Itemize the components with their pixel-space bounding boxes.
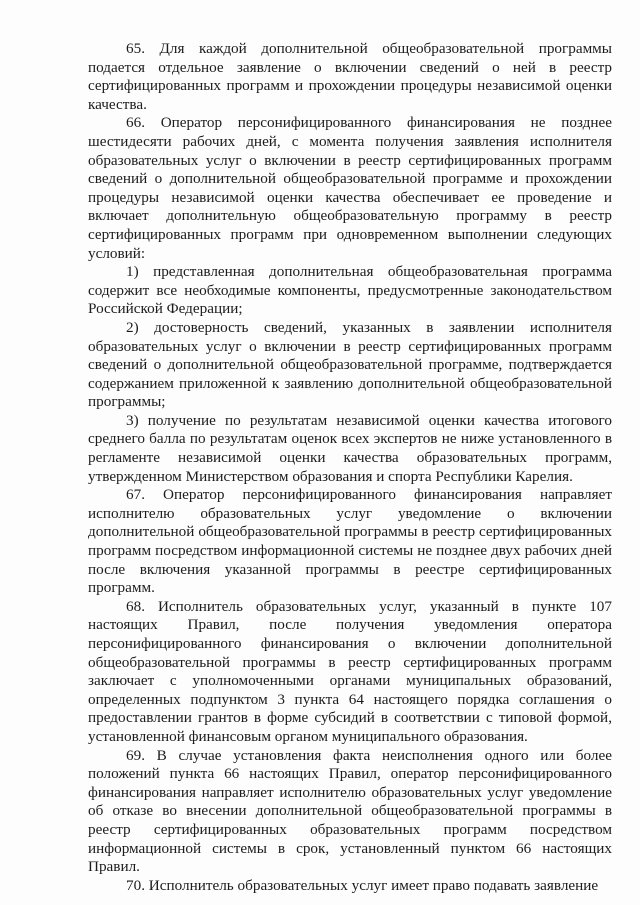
paragraph-70: 70. Исполнитель образовательных услуг имеет право подавать заявление: [126, 876, 599, 894]
paragraph-65: 65. Для каждой дополнительной общеобразовательной программы подается отдельное заявление о включении сведений о ней в реестр сертифицированных программ и прохождении процедуры независимой оценки качества.: [88, 40, 612, 113]
paragraph-69: 69. В случае установления факта неисполнения одного или более положений пункта 66 настоящих Правил, оператор персонифицированного финансирования направляет исполнителю образовательных услуг уведомление об отказе во внесении дополнительной общеобразовательной программы в реестр сертифицированных образовательных программ посредством информационной системы в срок, установленный пунктом 66 настоящих Правил.: [88, 746, 612, 876]
paragraph-66: 66. Оператор персонифицированного финансирования не позднее шестидесяти рабочих дней, с момента получения заявления исполнителя образовательных услуг о включении в реестр сертифицированных программ сведений о дополнительной общеобразовательной программе и прохождении процедуры независимой оценки качества обеспечивает ее проведение и включает дополнительную общеобразовательную программу в реестр сертифицированных программ при одновременном выполнении следующих условий:: [88, 114, 612, 262]
paragraph-66-item-2: 2) достоверность сведений, указанных в заявлении исполнителя образовательных услуг о включении в реестр сертифицированных программ сведений о дополнительной общеобразовательной программе, подтверждается содержанием приложенной к заявлению дополнительной общеобразовательной программы;: [88, 318, 612, 411]
paragraph-67: 67. Оператор персонифицированного финансирования направляет исполнителю образовательных услуг уведомление о включении дополнительной общеобразовательной программы в реестр сертифицированных программ посредством информационной системы не позднее двух рабочих дней после включения указанной программы в реестре сертифицированных программ.: [88, 486, 612, 597]
document-body: [88, 40, 612, 895]
paragraph-66-item-1: 1) представленная дополнительная общеобразовательная программа содержит все необходимые компоненты, предусмотренные законодательством Российской Федерации;: [88, 263, 612, 318]
paragraph-68: 68. Исполнитель образовательных услуг, указанный в пункте 107 настоящих Правил, после получения уведомления оператора персонифицированного финансирования о включении дополнительной общеобразовательной программы в реестр сертифицированных программ заключает с уполномоченными органами муниципальных образований, определенных подпунктом 3 пункта 64 настоящего порядка соглашения о предоставлении грантов в форме субсидий в соответствии с типовой формой, установленной финансовым органом муниципального образования.: [88, 597, 612, 745]
paragraph-66-item-3: 3) получение по результатам независимой оценки качества итогового среднего балла по результатам оценок всех экспертов не ниже установленного в регламенте независимой оценки качества образовательных программ, утвержденном Министерством образования и спорта Республики Карелия.: [88, 411, 612, 485]
